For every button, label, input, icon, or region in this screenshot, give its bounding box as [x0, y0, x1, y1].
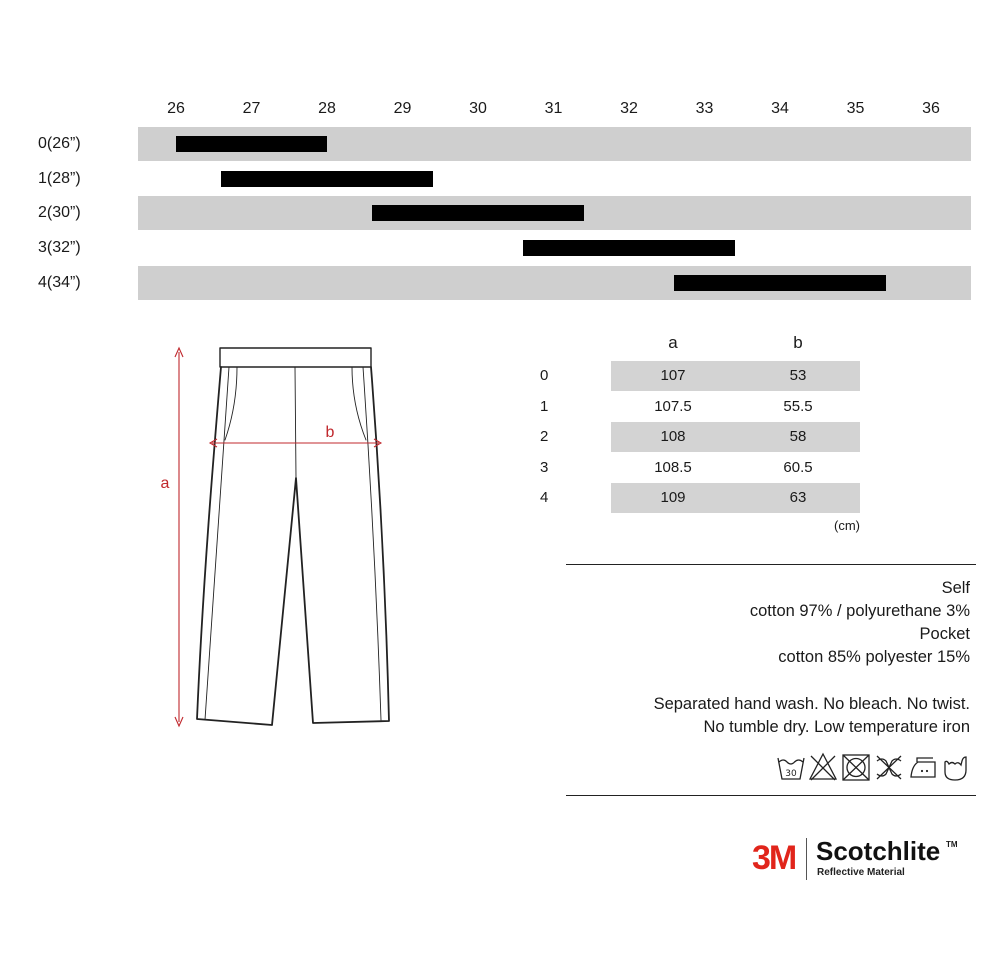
measure-a-arrow	[175, 348, 183, 726]
unit-label: (cm)	[834, 518, 860, 533]
table-size-label: 1	[540, 398, 549, 415]
cell-a: 107.5	[654, 398, 692, 415]
tick-label: 33	[695, 100, 714, 117]
column-header-a: a	[668, 333, 678, 352]
brand-tagline: Reflective Material	[817, 867, 905, 878]
self-title: Self	[941, 579, 970, 597]
center-seam	[295, 367, 296, 478]
hand-wash-30-icon	[776, 752, 806, 782]
pocket-title: Pocket	[919, 625, 970, 643]
table-size-label: 4	[540, 489, 549, 506]
cell-a: 108	[660, 428, 686, 445]
size-row-label: 0(26”)	[38, 135, 81, 152]
tick-label: 34	[771, 100, 789, 117]
table-size-label: 3	[540, 459, 549, 476]
cell-b: 60.5	[783, 459, 813, 476]
cell-b: 58	[789, 428, 807, 445]
brand-name: Scotchlite	[816, 836, 941, 866]
pocket-composition: cotton 85% polyester 15%	[778, 648, 970, 666]
size-range-bar	[523, 240, 734, 256]
table-row	[611, 422, 860, 452]
trademark-mark: TM	[946, 840, 958, 849]
column-header-b: b	[793, 333, 803, 352]
table-row	[611, 392, 860, 422]
size-range-bar	[176, 136, 327, 152]
tick-label: 31	[544, 100, 563, 117]
tick-label: 26	[167, 100, 185, 117]
divider-bottom	[566, 795, 976, 796]
waistband	[220, 348, 371, 367]
care-instructions-2: No tumble dry. Low temperature iron	[703, 718, 970, 736]
table-row	[611, 483, 860, 513]
measure-a-label: a	[160, 475, 170, 492]
no-tumble-dry-icon	[841, 752, 871, 782]
low-iron-icon	[908, 752, 938, 782]
cell-b: 53	[789, 367, 807, 384]
3m-logo: 3M	[752, 839, 796, 877]
table-row	[611, 361, 860, 391]
tick-label: 32	[620, 100, 638, 117]
cell-a: 109	[660, 489, 686, 506]
tick-label: 29	[393, 100, 412, 117]
table-size-label: 0	[540, 367, 549, 384]
size-row-label: 3(32”)	[38, 239, 81, 256]
pants-outline	[197, 367, 389, 725]
hand-wash-icon	[941, 752, 971, 782]
measure-b-label: b	[325, 424, 335, 441]
care-instructions-1: Separated hand wash. No bleach. No twist.	[653, 695, 970, 713]
size-row-label: 1(28”)	[38, 170, 81, 187]
tick-label: 36	[922, 100, 940, 117]
pants-diagram	[150, 340, 410, 740]
size-row-label: 4(34”)	[38, 274, 81, 291]
size-range-bar	[372, 205, 583, 221]
size-range-bar	[674, 275, 885, 291]
no-bleach-icon	[808, 752, 838, 782]
self-composition: cotton 97% / polyurethane 3%	[749, 602, 970, 620]
tick-label: 27	[242, 100, 261, 117]
tick-label: 30	[469, 100, 487, 117]
logo-separator	[806, 838, 807, 880]
table-row	[611, 453, 860, 483]
tick-label: 28	[318, 100, 336, 117]
cell-a: 108.5	[654, 459, 692, 476]
side-seam	[363, 367, 381, 720]
size-range-bar	[221, 171, 432, 187]
cell-a: 107	[660, 367, 686, 384]
no-wring-icon	[874, 752, 904, 782]
cell-b: 55.5	[783, 398, 813, 415]
table-size-label: 2	[540, 428, 549, 445]
divider-top	[566, 564, 976, 565]
wash-temp-label: 30	[785, 769, 797, 779]
tick-label: 35	[846, 100, 865, 117]
cell-b: 63	[789, 489, 807, 506]
size-row-label: 2(30”)	[38, 204, 81, 221]
